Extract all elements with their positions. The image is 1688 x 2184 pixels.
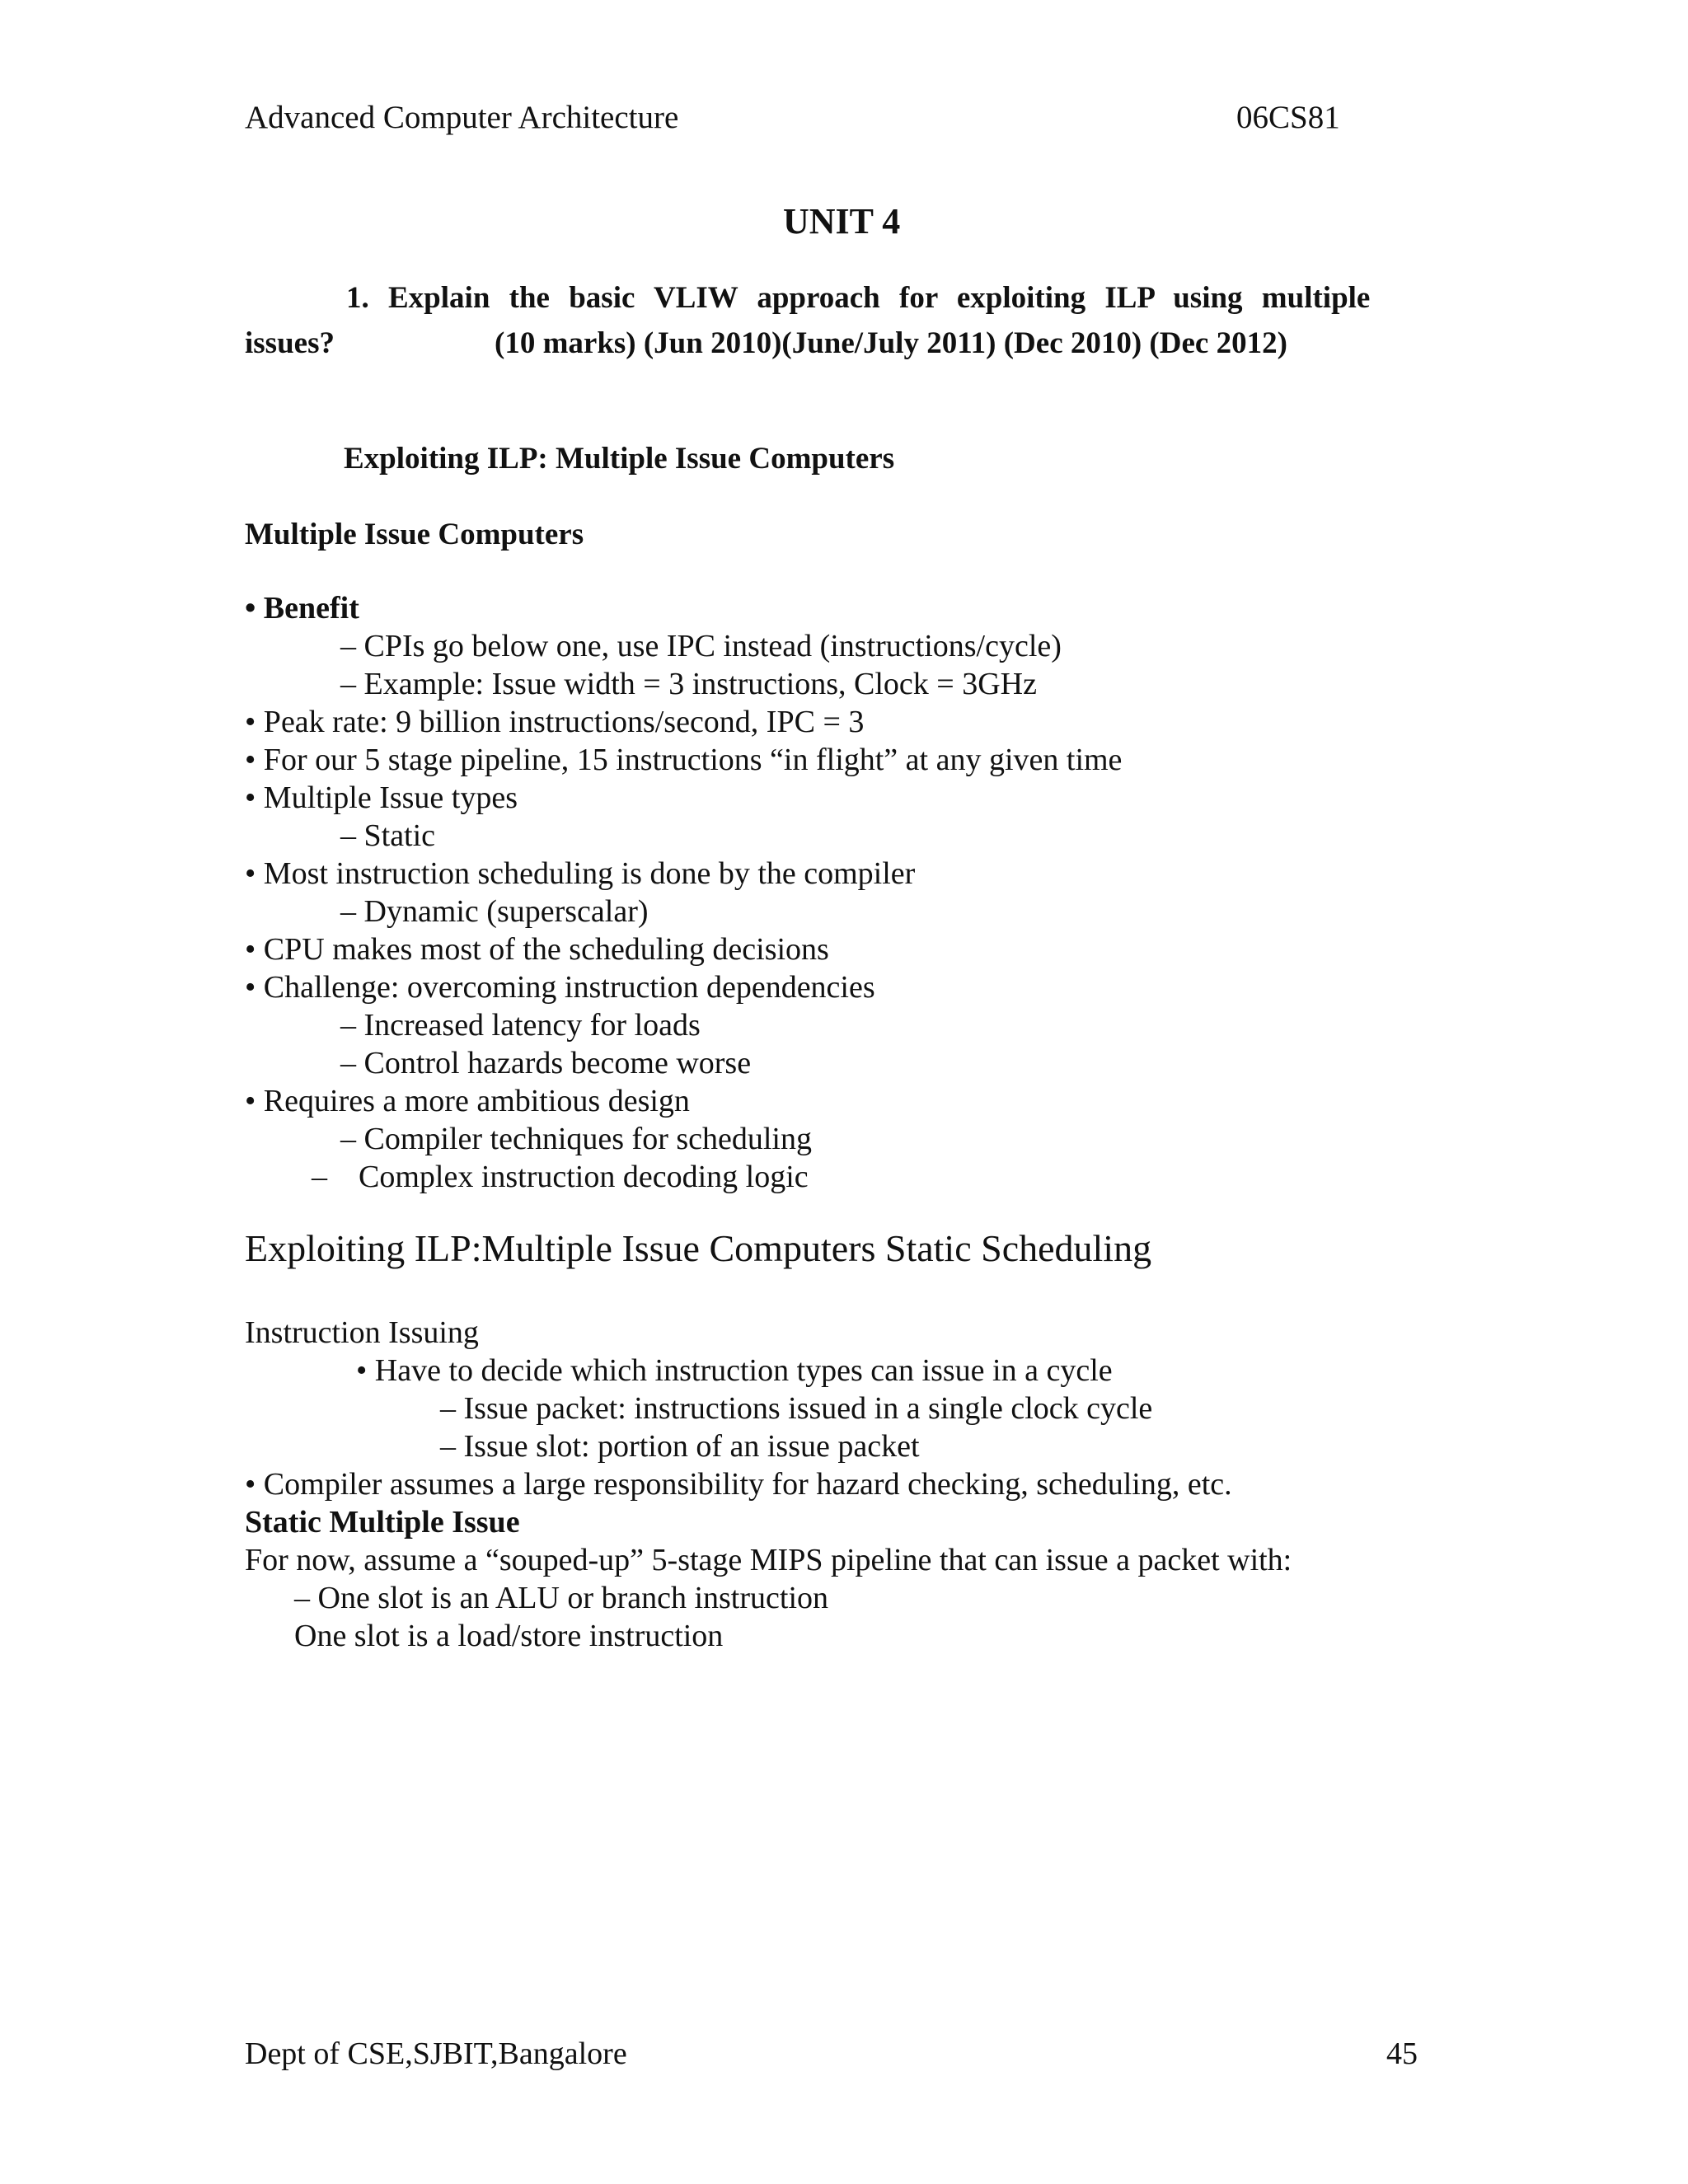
list-item: • Challenge: overcoming instruction dependencies bbox=[245, 970, 875, 1005]
list-item: – Compiler techniques for scheduling bbox=[340, 1122, 812, 1156]
subheading: Multiple Issue Computers bbox=[245, 518, 584, 551]
list-item: – CPIs go below one, use IPC instead (instructions/cycle) bbox=[340, 629, 1062, 663]
list-item: • Requires a more ambitious design bbox=[245, 1084, 690, 1118]
list-item: • CPU makes most of the scheduling decisions bbox=[245, 932, 829, 967]
instruction-issuing-title: Instruction Issuing bbox=[245, 1315, 479, 1350]
list-item: • Have to decide which instruction types can issue in a cycle bbox=[356, 1353, 1113, 1388]
page-number: 45 bbox=[1386, 2036, 1418, 2071]
list-item: – Issue slot: portion of an issue packet bbox=[440, 1429, 920, 1464]
list-item: – Example: Issue width = 3 instructions, Clock = 3GHz bbox=[340, 667, 1037, 701]
list-item: – Increased latency for loads bbox=[340, 1008, 701, 1043]
unit-title: UNIT 4 bbox=[783, 201, 901, 241]
list-item: • Multiple Issue types bbox=[245, 780, 518, 815]
list-item: – Dynamic (superscalar) bbox=[340, 894, 649, 929]
section-heading: Exploiting ILP: Multiple Issue Computers bbox=[344, 442, 895, 476]
list-item: – One slot is an ALU or branch instruction bbox=[294, 1581, 829, 1615]
question-line-1: 1. Explain the basic VLIW approach for exploiting ILP using multiple bbox=[346, 281, 1371, 315]
question-marks: (10 marks) (Jun 2010)(June/July 2011) (Dec 2010) (Dec 2012) bbox=[495, 326, 1287, 360]
list-item: • Most instruction scheduling is done by the compiler bbox=[245, 856, 916, 891]
list-item: • For our 5 stage pipeline, 15 instructions “in flight” at any given time bbox=[245, 743, 1123, 777]
list-item: One slot is a load/store instruction bbox=[294, 1619, 724, 1653]
header-course-code: 06CS81 bbox=[1236, 100, 1340, 135]
static-multiple-issue-title: Static Multiple Issue bbox=[245, 1505, 520, 1540]
list-item: – Control hazards become worse bbox=[340, 1046, 752, 1080]
header-title: Advanced Computer Architecture bbox=[245, 100, 679, 135]
static-scheduling-heading: Exploiting ILP:Multiple Issue Computers Static Scheduling bbox=[245, 1227, 1152, 1269]
static-multiple-issue-intro: For now, assume a “souped-up” 5-stage MIPS pipeline that can issue a packet with: bbox=[245, 1543, 1292, 1577]
list-item: – Static bbox=[340, 818, 436, 853]
list-item: • Compiler assumes a large responsibility for hazard checking, scheduling, etc. bbox=[245, 1467, 1232, 1502]
question-line-2: issues? bbox=[245, 326, 335, 360]
list-item: • Peak rate: 9 billion instructions/second, IPC = 3 bbox=[245, 705, 865, 739]
list-item: – Issue packet: instructions issued in a single clock cycle bbox=[440, 1391, 1153, 1426]
list-item: – Complex instruction decoding logic bbox=[312, 1160, 809, 1194]
list-item-benefit: • Benefit bbox=[245, 591, 359, 626]
footer-department: Dept of CSE,SJBIT,Bangalore bbox=[245, 2036, 627, 2071]
